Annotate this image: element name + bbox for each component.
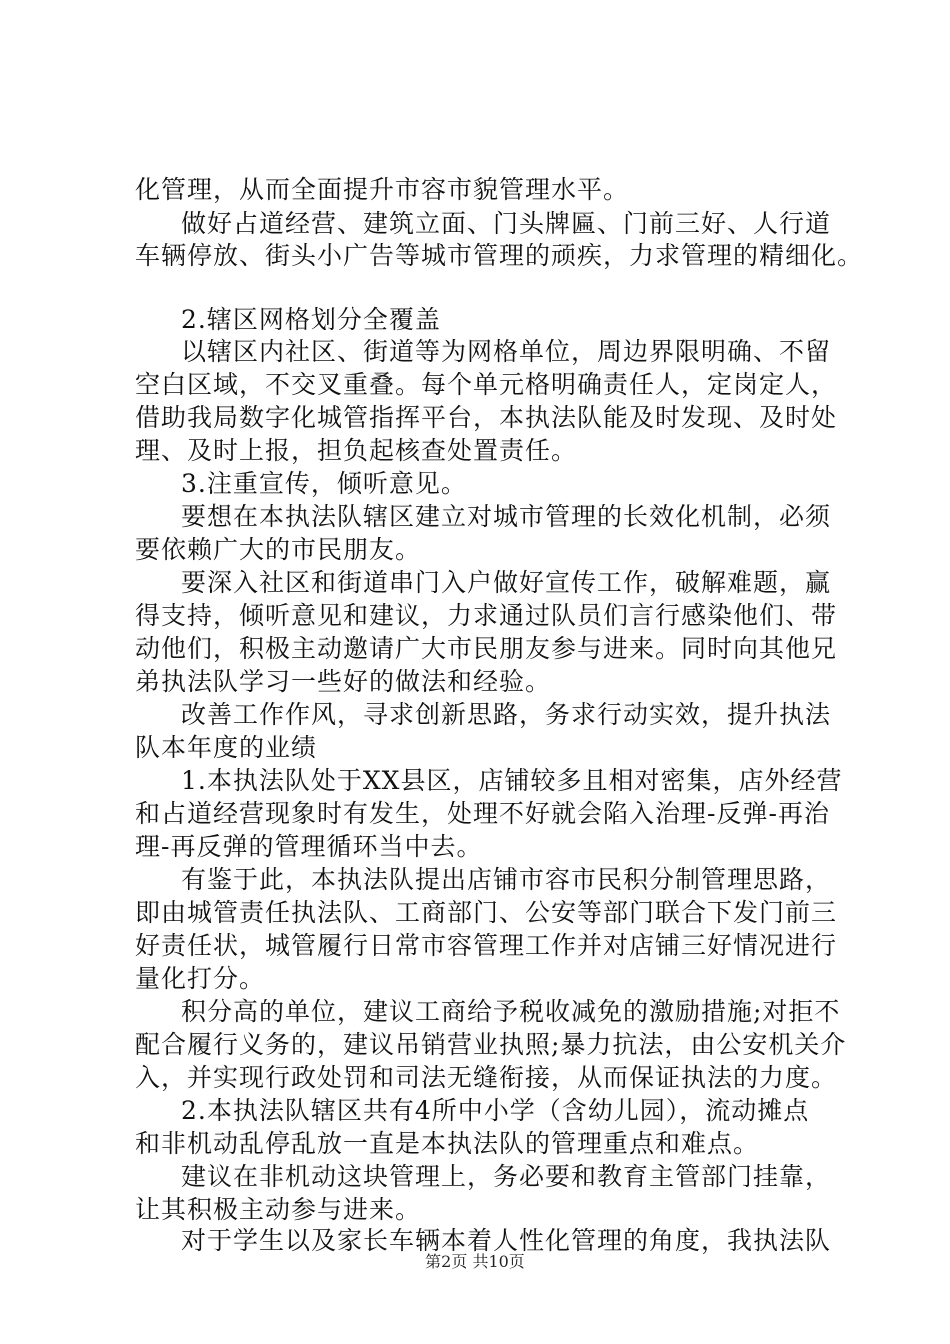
section-heading: 2.辖区网格划分全覆盖 [181, 305, 441, 334]
text-line: 队本年度的业绩 [135, 733, 318, 762]
text-line: 有鉴于此，本执法队提出店铺市容市民积分制管理思路， [181, 865, 832, 894]
text-line: 理、及时上报，担负起核查处置责任。 [135, 436, 578, 465]
text-line: 建议在非机动这块管理上，务必要和教育主管部门挂靠， [181, 1162, 832, 1191]
text-line: 量化打分。 [135, 964, 266, 993]
text-line: 入，并实现行政处罚和司法无缝衔接，从而保证执法的力度。 [135, 1063, 838, 1092]
text-line: 化管理，从而全面提升市容市貌管理水平。 [135, 175, 630, 204]
page-number-footer: 第2页 共10页 [425, 1252, 525, 1271]
text-line: 要依赖广大的市民朋友。 [135, 535, 422, 564]
text-line: 2.本执法队辖区共有4所中小学（含幼儿园），流动摊点 [181, 1096, 810, 1125]
text-line: 车辆停放、街头小广告等城市管理的顽疾，力求管理的精细化。 [135, 241, 864, 270]
text-line: 以辖区内社区、街道等为网格单位，周边界限明确、不留 [181, 337, 832, 366]
text-line: 让其积极主动参与进来。 [135, 1195, 422, 1224]
text-line: 要想在本执法队辖区建立对城市管理的长效化机制，必须 [181, 502, 832, 531]
text-line: 即由城管责任执法队、工商部门、公安等部门联合下发门前三 [135, 898, 838, 927]
text-line: 对于学生以及家长车辆本着人性化管理的角度，我执法队 [181, 1226, 832, 1255]
text-line: 和占道经营现象时有发生，处理不好就会陷入治理-反弹-再治 [135, 799, 830, 828]
text-line: 借助我局数字化城管指挥平台，本执法队能及时发现、及时处 [135, 403, 838, 432]
text-line: 理-再反弹的管理循环当中去。 [135, 832, 483, 861]
text-line: 好责任状，城管履行日常市容管理工作并对店铺三好情况进行 [135, 931, 838, 960]
text-line: 空白区域，不交叉重叠。每个单元格明确责任人，定岗定人， [135, 370, 838, 399]
text-line: 得支持，倾听意见和建议，力求通过队员们言行感染他们、带 [135, 601, 838, 630]
text-line: 改善工作作风，寻求创新思路，务求行动实效，提升执法 [181, 700, 832, 729]
text-line: 和非机动乱停乱放一直是本执法队的管理重点和难点。 [135, 1129, 760, 1158]
text-line: 要深入社区和街道串门入户做好宣传工作，破解难题，赢 [181, 568, 832, 597]
text-line: 弟执法队学习一些好的做法和经验。 [135, 667, 552, 696]
section-heading: 3.注重宣传，倾听意见。 [181, 469, 467, 498]
text-line: 积分高的单位，建议工商给予税收减免的激励措施;对拒不 [181, 997, 841, 1026]
text-line: 做好占道经营、建筑立面、门头牌匾、门前三好、人行道 [181, 209, 832, 238]
text-line: 配合履行义务的，建议吊销营业执照;暴力抗法，由公安机关介 [135, 1030, 847, 1059]
text-line: 1.本执法队处于XX县区，店铺较多且相对密集，店外经营 [181, 766, 843, 795]
text-line: 动他们，积极主动邀请广大市民朋友参与进来。同时向其他兄 [135, 634, 838, 663]
